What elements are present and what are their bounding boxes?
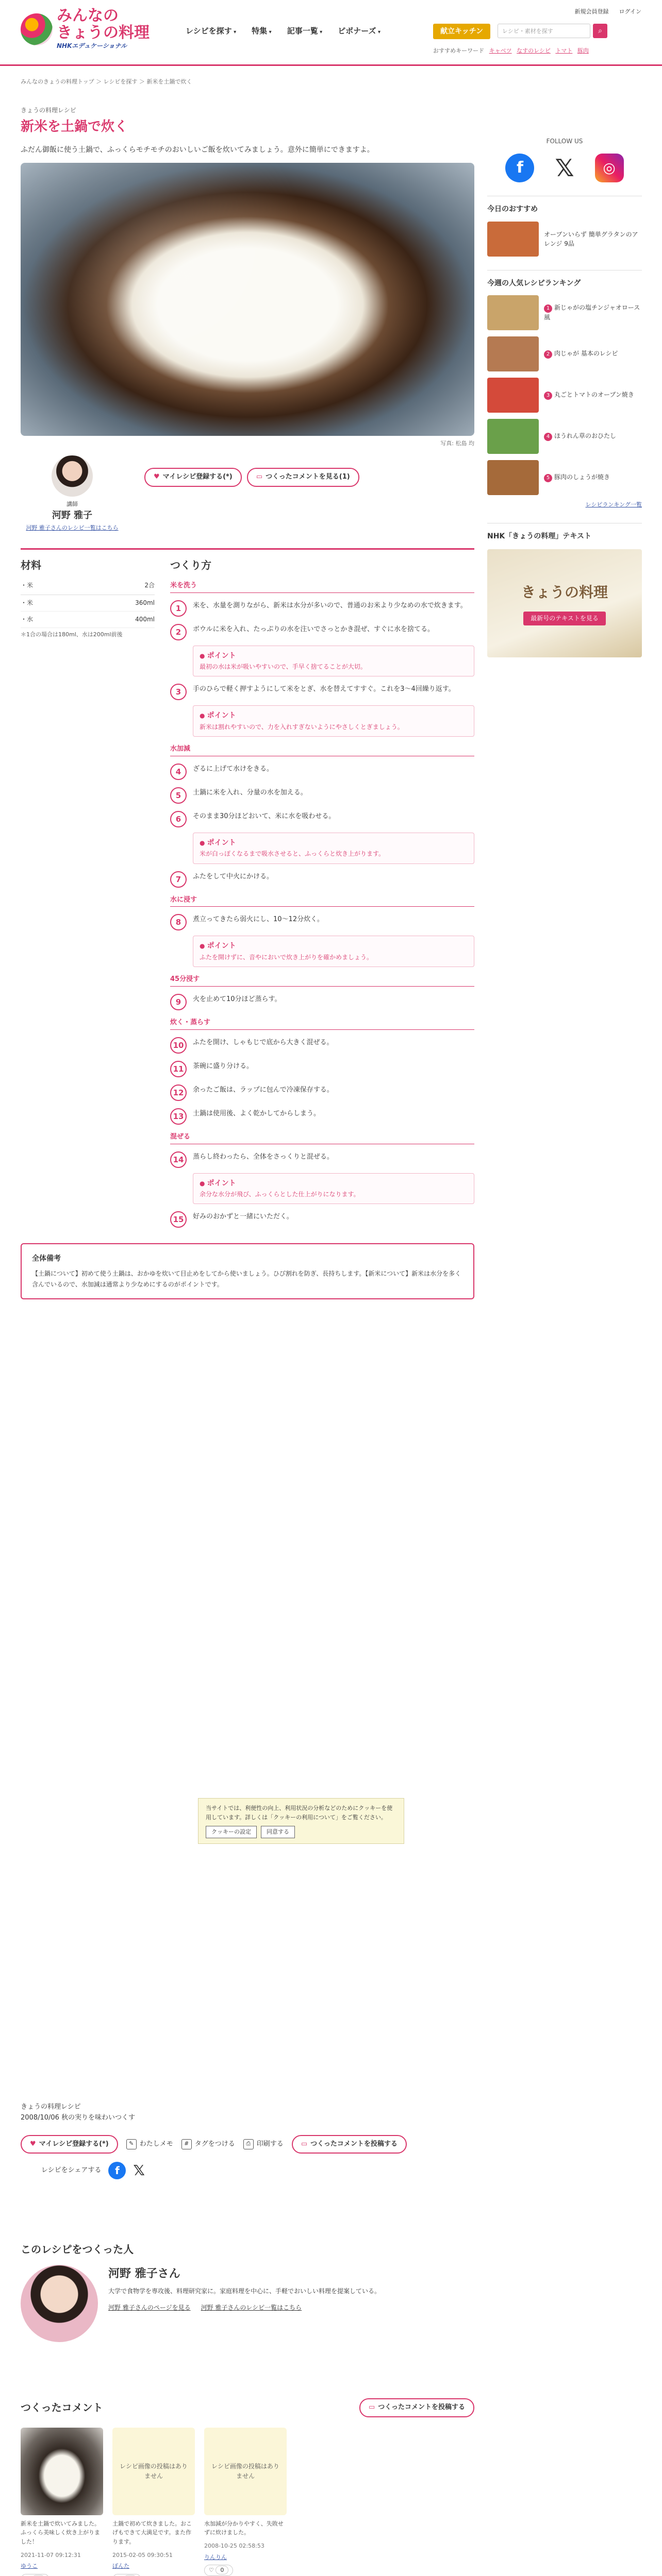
step-number: 2 (170, 624, 187, 640)
recipe-description: ふだん御飯に使う土鍋で、ふっくらモチモチのおいしいご飯を炊いてみましょう。意外に簡単にできますよ。 (21, 145, 374, 154)
ranking-entry (544, 390, 634, 400)
tag-icon: # (181, 2139, 192, 2149)
step-point (193, 936, 474, 967)
step-group-label: 炊く・蒸らす (170, 1018, 474, 1030)
recipe-title: 新米を土鍋で炊く (21, 119, 128, 135)
comment-card[interactable] (112, 2428, 195, 2576)
like-count: 0 (216, 2566, 228, 2574)
steps-title: つくり方 (170, 558, 211, 571)
step (170, 994, 474, 1010)
recommend-item[interactable] (487, 222, 642, 257)
recipe-buttons (144, 468, 359, 487)
step-text: 土鍋は使用後、よく乾かしてからしまう。 (193, 1109, 321, 1117)
author-links (108, 2303, 380, 2313)
textbook-cover[interactable] (487, 549, 642, 657)
comment-photo-placeholder: レシピ画像の投稿はありません (112, 2428, 195, 2515)
x-icon[interactable]: 𝕏 (133, 2162, 145, 2179)
print-label: 印刷する (256, 2140, 284, 2148)
comments-section (21, 2398, 474, 2576)
follow-label: FOLLOW US (546, 138, 583, 145)
point-body: 米が白っぽくなるまで吸水させると、ふっくらと炊き上がります。 (200, 850, 385, 858)
step-number: 15 (170, 1211, 187, 1228)
comment-user[interactable]: ゆうこ (21, 2563, 38, 2570)
comment-date: 2015-02-05 09:30:51 (112, 2551, 173, 2558)
step-text: 米を、水量を測りながら、新米は水分が多いので、普通のお米より少なめの水で炊きます。 (193, 601, 467, 609)
recipe-main (21, 106, 474, 1299)
tag-button[interactable] (181, 2139, 235, 2150)
step-text: 火を止めて10分ほど蒸らす。 (193, 995, 282, 1004)
step-text: 手のひらで軽く押すようにして米をとぎ、水を替えてすすぐ。これを3〜4回繰り返す。 (193, 685, 455, 693)
rank-number: 2 (544, 350, 552, 359)
heart-icon: ♥ (154, 472, 160, 481)
step-number: 4 (170, 764, 187, 780)
point-title: ● ポイント (200, 940, 468, 952)
keyword-link[interactable]: トマト (555, 47, 573, 54)
notes-box (21, 1243, 474, 1299)
nav-item[interactable]: ピポナーズ ▾ (338, 25, 380, 37)
print-button[interactable] (243, 2139, 284, 2150)
share-label: レシピをシェアする (41, 2166, 102, 2174)
cookie-settings-button[interactable]: クッキーの設定 (206, 1826, 257, 1838)
facebook-icon[interactable]: f (108, 2162, 126, 2179)
comment-user[interactable]: りんりん (204, 2553, 227, 2561)
recommend-thumb (487, 222, 539, 257)
textbook-box (487, 523, 642, 657)
mylist-button[interactable] (144, 468, 242, 487)
like-button[interactable] (112, 2574, 141, 2576)
photo-credit: 写真: 松島 均 (440, 440, 474, 447)
ranking-entry (544, 303, 642, 322)
nav-item[interactable]: 記事一覧 ▾ (287, 25, 323, 37)
ingredients-title: 材料 (21, 558, 41, 571)
comment-icon: ▭ (301, 2140, 308, 2148)
step (170, 787, 474, 804)
nav-item[interactable]: 特集 ▾ (252, 25, 272, 37)
comments-header (21, 2398, 474, 2417)
textbook-cover-title: きょうの料理 (521, 583, 608, 601)
notes-title: 全体備考 (32, 1255, 61, 1263)
post-comment-button[interactable] (292, 2135, 407, 2154)
ingredient-row (21, 595, 155, 612)
memo-label: わたしメモ (139, 2140, 173, 2148)
divider (21, 548, 474, 550)
step-group-label: 45分浸す (170, 974, 474, 987)
sidebar-ranking-list (487, 295, 642, 495)
textbook-button[interactable]: 最新号のテキストを見る (523, 612, 606, 625)
ingredient-name: ・水 (21, 616, 34, 623)
ingredient-row (21, 612, 155, 628)
global-nav (186, 25, 380, 37)
step-text: 煮立ってきたら弱火にし、10〜12分炊く。 (193, 916, 324, 924)
login-link[interactable]: ログイン (619, 8, 641, 15)
point-body: ふたを開けずに、音やにおいで炊き上がりを確かめましょう。 (200, 953, 373, 961)
step-number: 8 (170, 914, 187, 930)
tag-label: タグをつける (194, 2140, 235, 2148)
logo-line1: みんなの (57, 7, 119, 25)
step-group-label: 水に浸す (170, 895, 474, 907)
comment-text: 土鍋で初めて炊きました。おこげもできて大満足です。また作ります。 (112, 2520, 192, 2545)
sidebar-ranking-item[interactable] (487, 460, 642, 495)
keyword-link[interactable]: 豚肉 (577, 47, 589, 54)
step-number: 6 (170, 811, 187, 827)
cook-name: 河野 雅子 (52, 510, 93, 521)
step (170, 600, 474, 617)
post-comment-button[interactable] (359, 2398, 474, 2417)
step-point (193, 646, 474, 677)
recipe-section: きょうの料理レシピ (21, 107, 76, 114)
recommend-text: オーブンいらず 簡単グラタンのアレンジ 9品 (544, 230, 638, 247)
step-number: 11 (170, 1061, 187, 1077)
step-group-label: 水加減 (170, 744, 474, 756)
printer-icon: ⎙ (243, 2139, 254, 2149)
rank-number: 1 (544, 304, 552, 313)
ranking-more-link[interactable]: レシピランキング一覧 (585, 501, 642, 508)
premium-button[interactable]: 献立キッチン (433, 24, 490, 39)
step-number: 12 (170, 1084, 187, 1101)
post-comment-label: つくったコメントを投稿する (310, 2140, 398, 2148)
comment-icon: ▭ (368, 2403, 375, 2411)
cook-card (21, 455, 124, 533)
post-comment-label: つくったコメントを投稿する (378, 2403, 465, 2411)
recipe-columns (21, 557, 474, 1228)
ranking-thumb (487, 295, 539, 330)
step-number: 13 (170, 1108, 187, 1125)
step (170, 1061, 474, 1077)
comment-user[interactable]: ぽんた (112, 2563, 129, 2570)
comments-title: つくったコメント (21, 2401, 103, 2414)
recommend-box (487, 196, 642, 256)
ranking-entry (544, 431, 616, 441)
step-text: ざるに上げて水けをきる。 (193, 765, 274, 773)
keyword-link[interactable]: キャベツ (489, 47, 512, 54)
step (170, 624, 474, 640)
point-body: 余分な水分が飛び、ふっくらとした仕上がりになります。 (200, 1191, 360, 1198)
step-text: 茶碗に盛り分ける。 (193, 1062, 254, 1070)
recommend-title: 今日のおすすめ (487, 205, 538, 214)
step-number: 3 (170, 684, 187, 700)
step-point (193, 705, 474, 737)
step (170, 1108, 474, 1125)
author-section-title: このレシピをつくった人 (21, 2243, 134, 2256)
x-icon[interactable]: 𝕏 (555, 154, 574, 182)
facebook-icon[interactable]: f (505, 154, 534, 182)
ranking-thumb (487, 336, 539, 371)
memo-icon: ✎ (126, 2139, 137, 2149)
step-group-label: 米を洗う (170, 581, 474, 593)
site-logo[interactable] (21, 7, 150, 51)
keyword-link[interactable]: なすのレシピ (517, 47, 551, 54)
step (170, 871, 474, 888)
step (170, 1151, 474, 1168)
point-title: ● ポイント (200, 710, 468, 721)
like-button[interactable]: ♡ 0 (204, 2565, 233, 2576)
rank-number: 4 (544, 433, 552, 441)
step-text: 好みのおかずと一緒にいただく。 (193, 1213, 293, 1221)
comment-actions (21, 2574, 103, 2576)
cook-block (21, 455, 474, 533)
point-title: ● ポイント (200, 650, 468, 662)
step-number: 5 (170, 787, 187, 804)
memo-button[interactable] (126, 2139, 173, 2150)
serving (21, 577, 155, 595)
step-number: 9 (170, 994, 187, 1010)
notes-body: 【土鍋について】初めて使う土鍋は、おかゆを炊いて目止めをしてから使いましょう。ひび割れを防ぎ、長持ちします。【新米について】新米は水分を多く含んでいるので、水加減は通常より少なめにするのがポイントです。 (32, 1269, 461, 1288)
ranking-text: ほうれん草のおひたし (554, 432, 617, 440)
ingredient-note: ＊1合の場合は180ml、水は200ml前後 (21, 631, 123, 638)
point-body: 最初の水は米が吸いやすいので、手早く捨てることが大切。 (200, 663, 367, 670)
step-text: 蒸らし終わったら、全体をさっくりと混ぜる。 (193, 1153, 334, 1161)
sidebar-ranking-item[interactable] (487, 336, 642, 371)
nav-item[interactable]: レシピを探す ▾ (186, 25, 236, 37)
point-body: 新米は割れやすいので、力を入れすぎないようにやさしくとぎましょう。 (200, 723, 404, 731)
header-search-input[interactable]: レシピ・素材を探す (498, 24, 590, 38)
author-name: 河野 雅子さん (108, 2267, 180, 2280)
step-number: 7 (170, 871, 187, 888)
ingredient-amount: 400ml (135, 616, 155, 623)
step-group-label: 混ぜる (170, 1132, 474, 1144)
recipe-photo (21, 163, 474, 436)
comment-actions (204, 2565, 287, 2576)
step-text: 余ったご飯は、ラップに包んで冷凍保存する。 (193, 1086, 334, 1094)
ranking-text: 肉じゃが 基本のレシピ (554, 350, 618, 358)
step (170, 811, 474, 827)
sidebar (487, 137, 642, 657)
step-number: 1 (170, 600, 187, 617)
ranking-text: 豚肉のしょうが焼き (554, 473, 610, 481)
register-link[interactable]: 新規会員登録 (574, 8, 609, 15)
step (170, 1211, 474, 1228)
site-header (0, 0, 662, 66)
cook-link[interactable]: 河野 雅子さんのレシピ一覧はこちら (26, 524, 119, 532)
search-icon[interactable]: ⌕ (593, 24, 607, 38)
sidebar-ranking-item[interactable] (487, 419, 642, 454)
step-number: 14 (170, 1151, 187, 1168)
step-text: ふたを開け、しゃもじで底から大きく混ぜる。 (193, 1038, 334, 1046)
step (170, 684, 474, 700)
step-text: ふたをして中火にかける。 (193, 872, 274, 880)
ranking-entry (544, 472, 610, 482)
comment-date: 2008-10-25 02:58:53 (204, 2542, 264, 2549)
logo-line2: きょうの料理 (57, 24, 150, 42)
point-title: ● ポイント (200, 837, 468, 849)
logo-icon (21, 13, 53, 45)
step (170, 1037, 474, 1054)
comment-card[interactable] (21, 2428, 103, 2576)
sidebar-ranking-title: 今週の人気レシピランキング (487, 279, 581, 287)
share-block (41, 2162, 145, 2179)
comment-text: 水加減が分かりやすく、失敗せずに炊けました。 (204, 2520, 284, 2536)
rank-number: 3 (544, 392, 552, 400)
cookie-banner (198, 1798, 404, 1844)
ingredients (21, 557, 155, 1228)
heart-icon: ♥ (30, 2140, 36, 2148)
recipe-actions (21, 2135, 474, 2180)
comment-photo (21, 2428, 103, 2515)
mylist-button[interactable] (21, 2135, 118, 2154)
recipe-meta (21, 2102, 474, 2179)
step-text: そのまま30分ほどおいて、米に水を吸わせる。 (193, 812, 336, 820)
ingredient-name: ・米 (21, 599, 34, 606)
rank-number: 5 (544, 474, 552, 482)
step (170, 914, 474, 930)
ingredient-amount: 360ml (135, 599, 155, 606)
sidebar-ranking-item[interactable] (487, 378, 642, 413)
step-number: 10 (170, 1037, 187, 1054)
cooked-label: つくったコメントを見る(1) (266, 472, 350, 481)
comment-photo-placeholder: レシピ画像の投稿はありません (204, 2428, 287, 2515)
point-title: ● ポイント (200, 1178, 468, 1189)
header-links (575, 7, 641, 16)
broadcast-date: 2008/10/06 秋の実りを味わいつくす (21, 2113, 136, 2122)
comment-actions (112, 2574, 195, 2576)
program-name: きょうの料理レシピ (21, 2103, 81, 2111)
step (170, 1084, 474, 1101)
avatar (21, 2265, 98, 2342)
cookie-buttons (206, 1826, 396, 1838)
steps (170, 557, 474, 1228)
cookie-text: 当サイトでは、利便性の向上、利用状況の分析などのためにクッキーを使用しています。詳しくは「クッキーの利用について」をご覧ください。 (206, 1805, 393, 1821)
mylist-label: マイレシピ登録する(*) (162, 472, 233, 481)
ranking-text: 丸ごとトマトのオーブン焼き (554, 391, 634, 399)
cookie-agree-button[interactable]: 同意する (261, 1826, 295, 1838)
comment-card[interactable] (204, 2428, 287, 2576)
header-keywords (433, 46, 589, 56)
step-point (193, 833, 474, 864)
step (170, 764, 474, 780)
sidebar-ranking-item[interactable] (487, 295, 642, 330)
instagram-icon[interactable]: ◎ (595, 154, 624, 182)
ranking-thumb (487, 419, 539, 454)
ranking-thumb (487, 460, 539, 495)
ranking-entry (544, 349, 618, 359)
avatar (52, 455, 93, 497)
cook-role: 講師 (67, 500, 78, 507)
author-recipes-link[interactable]: 河野 雅子さんのレシピ一覧はこちら (201, 2303, 302, 2311)
ranking-box (487, 270, 642, 510)
serving-label: ・米 (21, 581, 34, 589)
author-row (21, 2265, 474, 2342)
ranking-thumb (487, 378, 539, 413)
author-bio: 大学で食物学を専攻後、料理研究家に。家庭料理を中心に、手軽でおいしい料理を提案している。 (108, 2287, 381, 2295)
comment-date: 2021-11-07 09:12:31 (21, 2551, 81, 2558)
step-point (193, 1173, 474, 1205)
step-text: 土鍋に米を入れ、分量の水を加える。 (193, 788, 307, 796)
keywords-label: おすすめキーワード (433, 47, 485, 54)
mylist-label: マイレシピ登録する(*) (39, 2140, 109, 2148)
comment-text: 新米を土鍋で炊いてみました。ふっくら美味しく炊き上がりました！ (21, 2520, 100, 2545)
serving-value: 2合 (144, 581, 155, 589)
logo-sub: NHKエデュケーショナル (57, 42, 127, 49)
follow-icons (487, 154, 642, 182)
author-page-link[interactable]: 河野 雅子さんのページを見る (108, 2303, 191, 2311)
author-section (21, 2241, 474, 2342)
ranking-text: 新じゃがの塩チンジャオロース風 (544, 304, 640, 321)
breadcrumb[interactable]: みんなのきょうの料理トップ ＞ レシピを探す ＞ 新米を土鍋で炊く (21, 78, 192, 85)
step-text: ボウルに米を入れ、たっぷりの水を注いでさっとかき混ぜ、すぐに水を捨てる。 (193, 625, 435, 633)
comment-icon: ▭ (256, 472, 263, 481)
like-button[interactable] (21, 2574, 49, 2576)
comment-cards (21, 2428, 474, 2576)
cooked-comments-button[interactable] (247, 468, 359, 487)
textbook-title: NHK「きょうの料理」テキスト (487, 532, 592, 540)
